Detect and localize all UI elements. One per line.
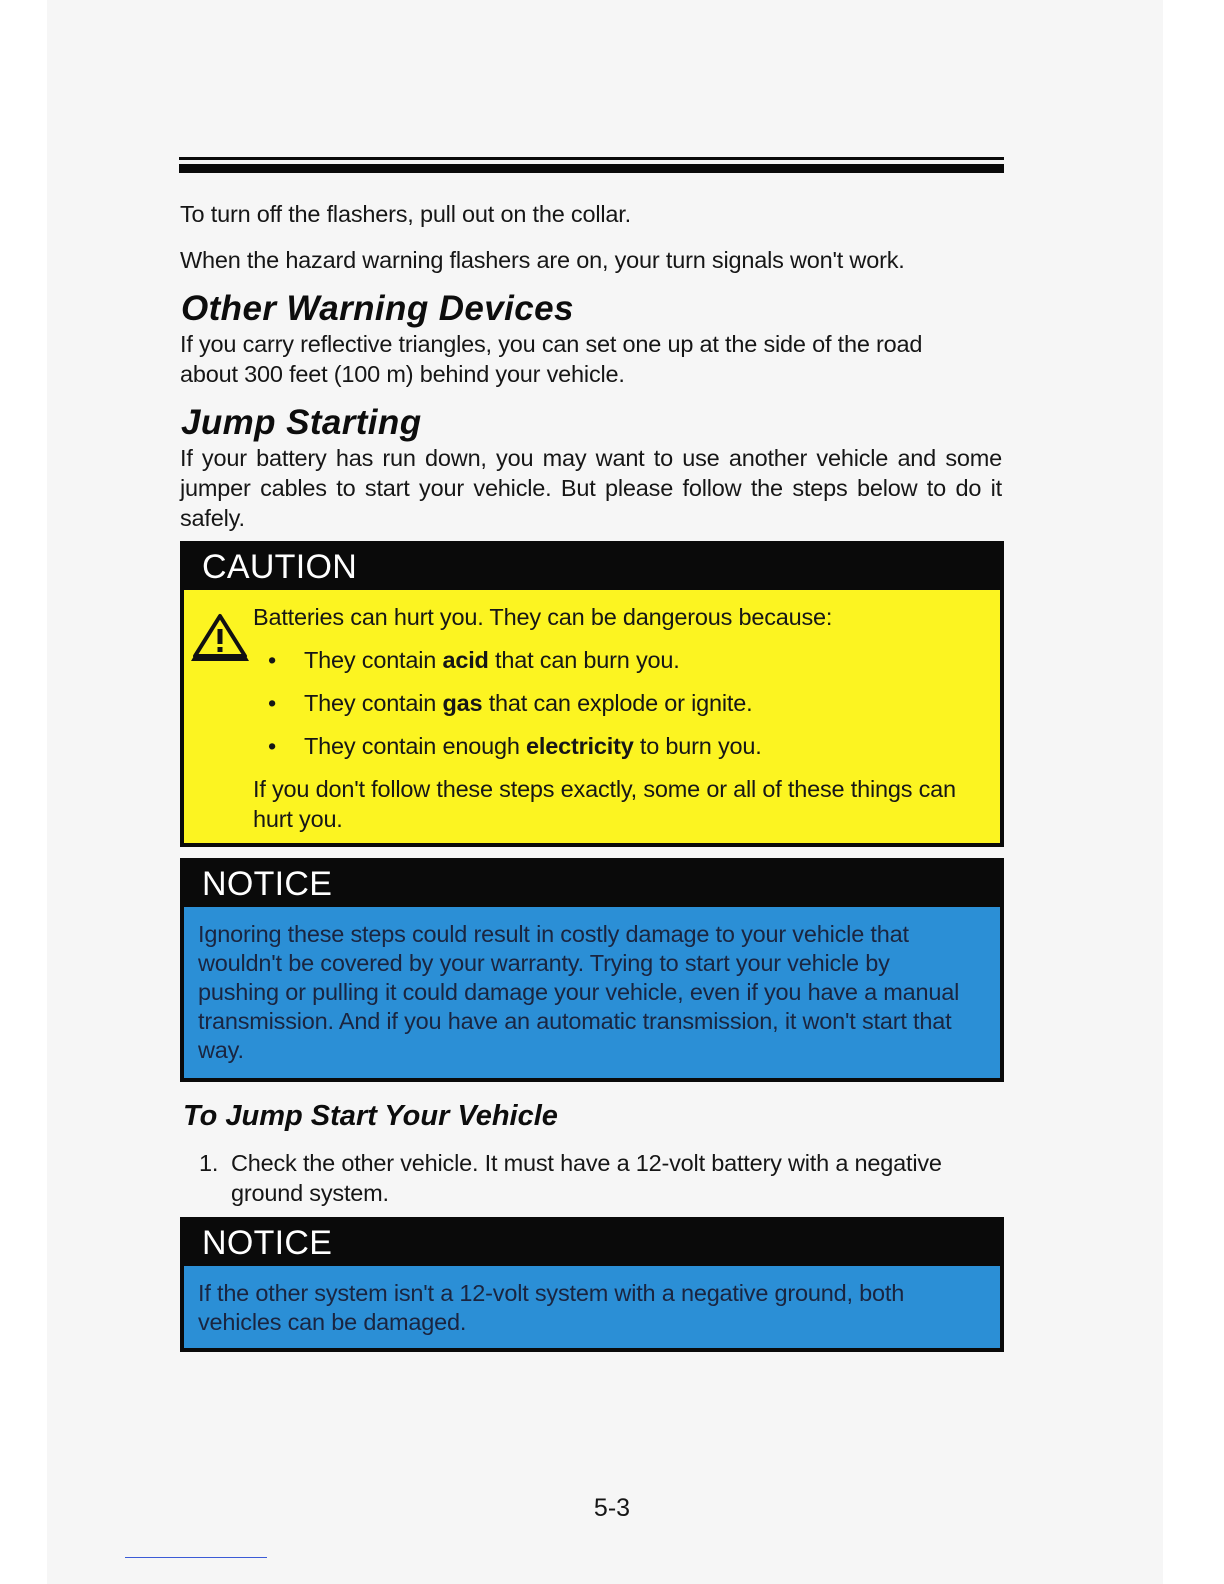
caution-lead: Batteries can hurt you. They can be dangerous because:	[253, 604, 833, 630]
notice-label: NOTICE	[202, 865, 333, 903]
notice-text: Ignoring these steps could result in costly damage to your vehicle that wouldn't be covered by your warranty. Trying to start your vehicle by pushing or pulling it could damage your vehicle, even if you have a manual transmission. And if you have an automatic transmission, it won't start that way.	[198, 921, 960, 1063]
step-number: 1.	[199, 1150, 219, 1176]
caution-bullet: • They contain acid that can burn you.	[268, 647, 680, 673]
page-number: 5-3	[593, 1494, 631, 1522]
caution-bullet-list	[268, 645, 762, 774]
top-rule-thin	[179, 157, 1004, 160]
step-1	[199, 1148, 999, 1208]
notice-box-damage	[180, 858, 1004, 1082]
caution-bullet: • They contain gas that can explode or ignite.	[268, 690, 753, 716]
other-warning-heading: Other Warning Devices	[181, 289, 574, 328]
jump-starting-heading: Jump Starting	[181, 403, 422, 442]
notice-text: If the other system isn't a 12-volt system with a negative ground, both vehicles can be damaged.	[198, 1280, 905, 1335]
caution-bullet: • They contain enough electricity to burn you.	[268, 733, 762, 759]
other-warning-text: If you carry reflective triangles, you can set one up at the side of the road about 300 feet (100 m) behind your vehicle.	[180, 331, 923, 387]
caution-tail: If you don't follow these steps exactly, some or all of these things can hurt you.	[253, 776, 956, 832]
footer-link-underline[interactable]	[125, 1557, 267, 1558]
flashers-off-text: To turn off the flashers, pull out on the collar.	[180, 201, 631, 227]
step-text: Check the other vehicle. It must have a 12-volt battery with a negative ground system.	[231, 1150, 942, 1206]
to-jump-heading: To Jump Start Your Vehicle	[183, 1100, 558, 1132]
caution-label: CAUTION	[202, 548, 358, 586]
notice-box-ground	[180, 1217, 1004, 1352]
warning-triangle-icon	[191, 612, 249, 662]
notice-label: NOTICE	[202, 1224, 333, 1262]
notice-body	[184, 1266, 1000, 1348]
caution-box	[180, 541, 1004, 847]
caution-body	[184, 590, 1000, 843]
flashers-signals-text: When the hazard warning flashers are on, your turn signals won't work.	[180, 247, 905, 273]
top-rule-thick	[179, 164, 1004, 173]
jump-starting-text: If your battery has run down, you may want to use another vehicle and some jumper cables to start your vehicle. But please follow the steps below to do it safely.	[180, 445, 1002, 531]
notice-body	[184, 907, 1000, 1078]
